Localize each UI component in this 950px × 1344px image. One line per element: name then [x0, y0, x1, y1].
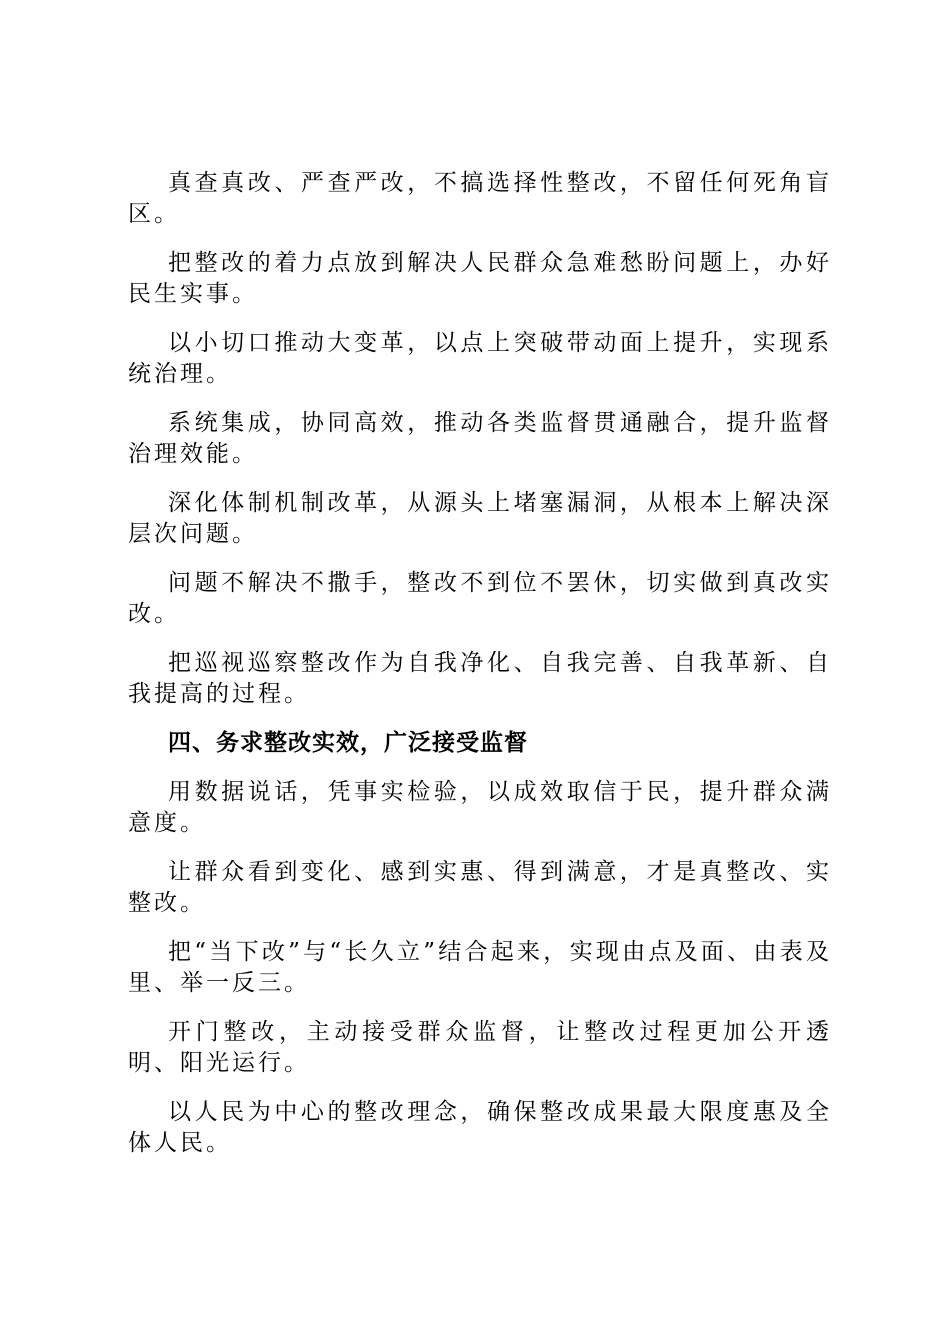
- section-heading: 四、务求整改实效，广泛接受监督: [168, 730, 528, 756]
- paragraph: 真查真改、严查严改，不搞选择性整改，不留任何死角盲区。: [128, 170, 832, 227]
- paragraph: 把巡视巡察整改作为自我净化、自我完善、自我革新、自我提高的过程。: [128, 650, 832, 707]
- paragraph: 让群众看到变化、感到实惠、得到满意，才是真整改、实整改。: [128, 859, 832, 916]
- paragraph: 把“当下改”与“长久立”结合起来，实现由点及面、由表及里、举一反三。: [128, 939, 832, 996]
- paragraph: 系统集成，协同高效，推动各类监督贯通融合，提升监督治理效能。: [128, 410, 832, 467]
- paragraph: 以小切口推动大变革，以点上突破带动面上提升，实现系统治理。: [128, 330, 832, 387]
- paragraph: 问题不解决不撒手，整改不到位不罢休，切实做到真改实改。: [128, 570, 832, 627]
- document-page: [128, 168, 832, 1177]
- paragraph: 用数据说话，凭事实检验，以成效取信于民，提升群众满意度。: [128, 779, 832, 836]
- paragraph: 以人民为中心的整改理念，确保整改成果最大限度惠及全体人民。: [128, 1099, 832, 1156]
- paragraph: 深化体制机制改革，从源头上堵塞漏洞，从根本上解决深层次问题。: [128, 490, 832, 547]
- paragraph: 开门整改，主动接受群众监督，让整改过程更加公开透明、阳光运行。: [128, 1019, 832, 1076]
- paragraph: 把整改的着力点放到解决人民群众急难愁盼问题上，办好民生实事。: [128, 250, 832, 307]
